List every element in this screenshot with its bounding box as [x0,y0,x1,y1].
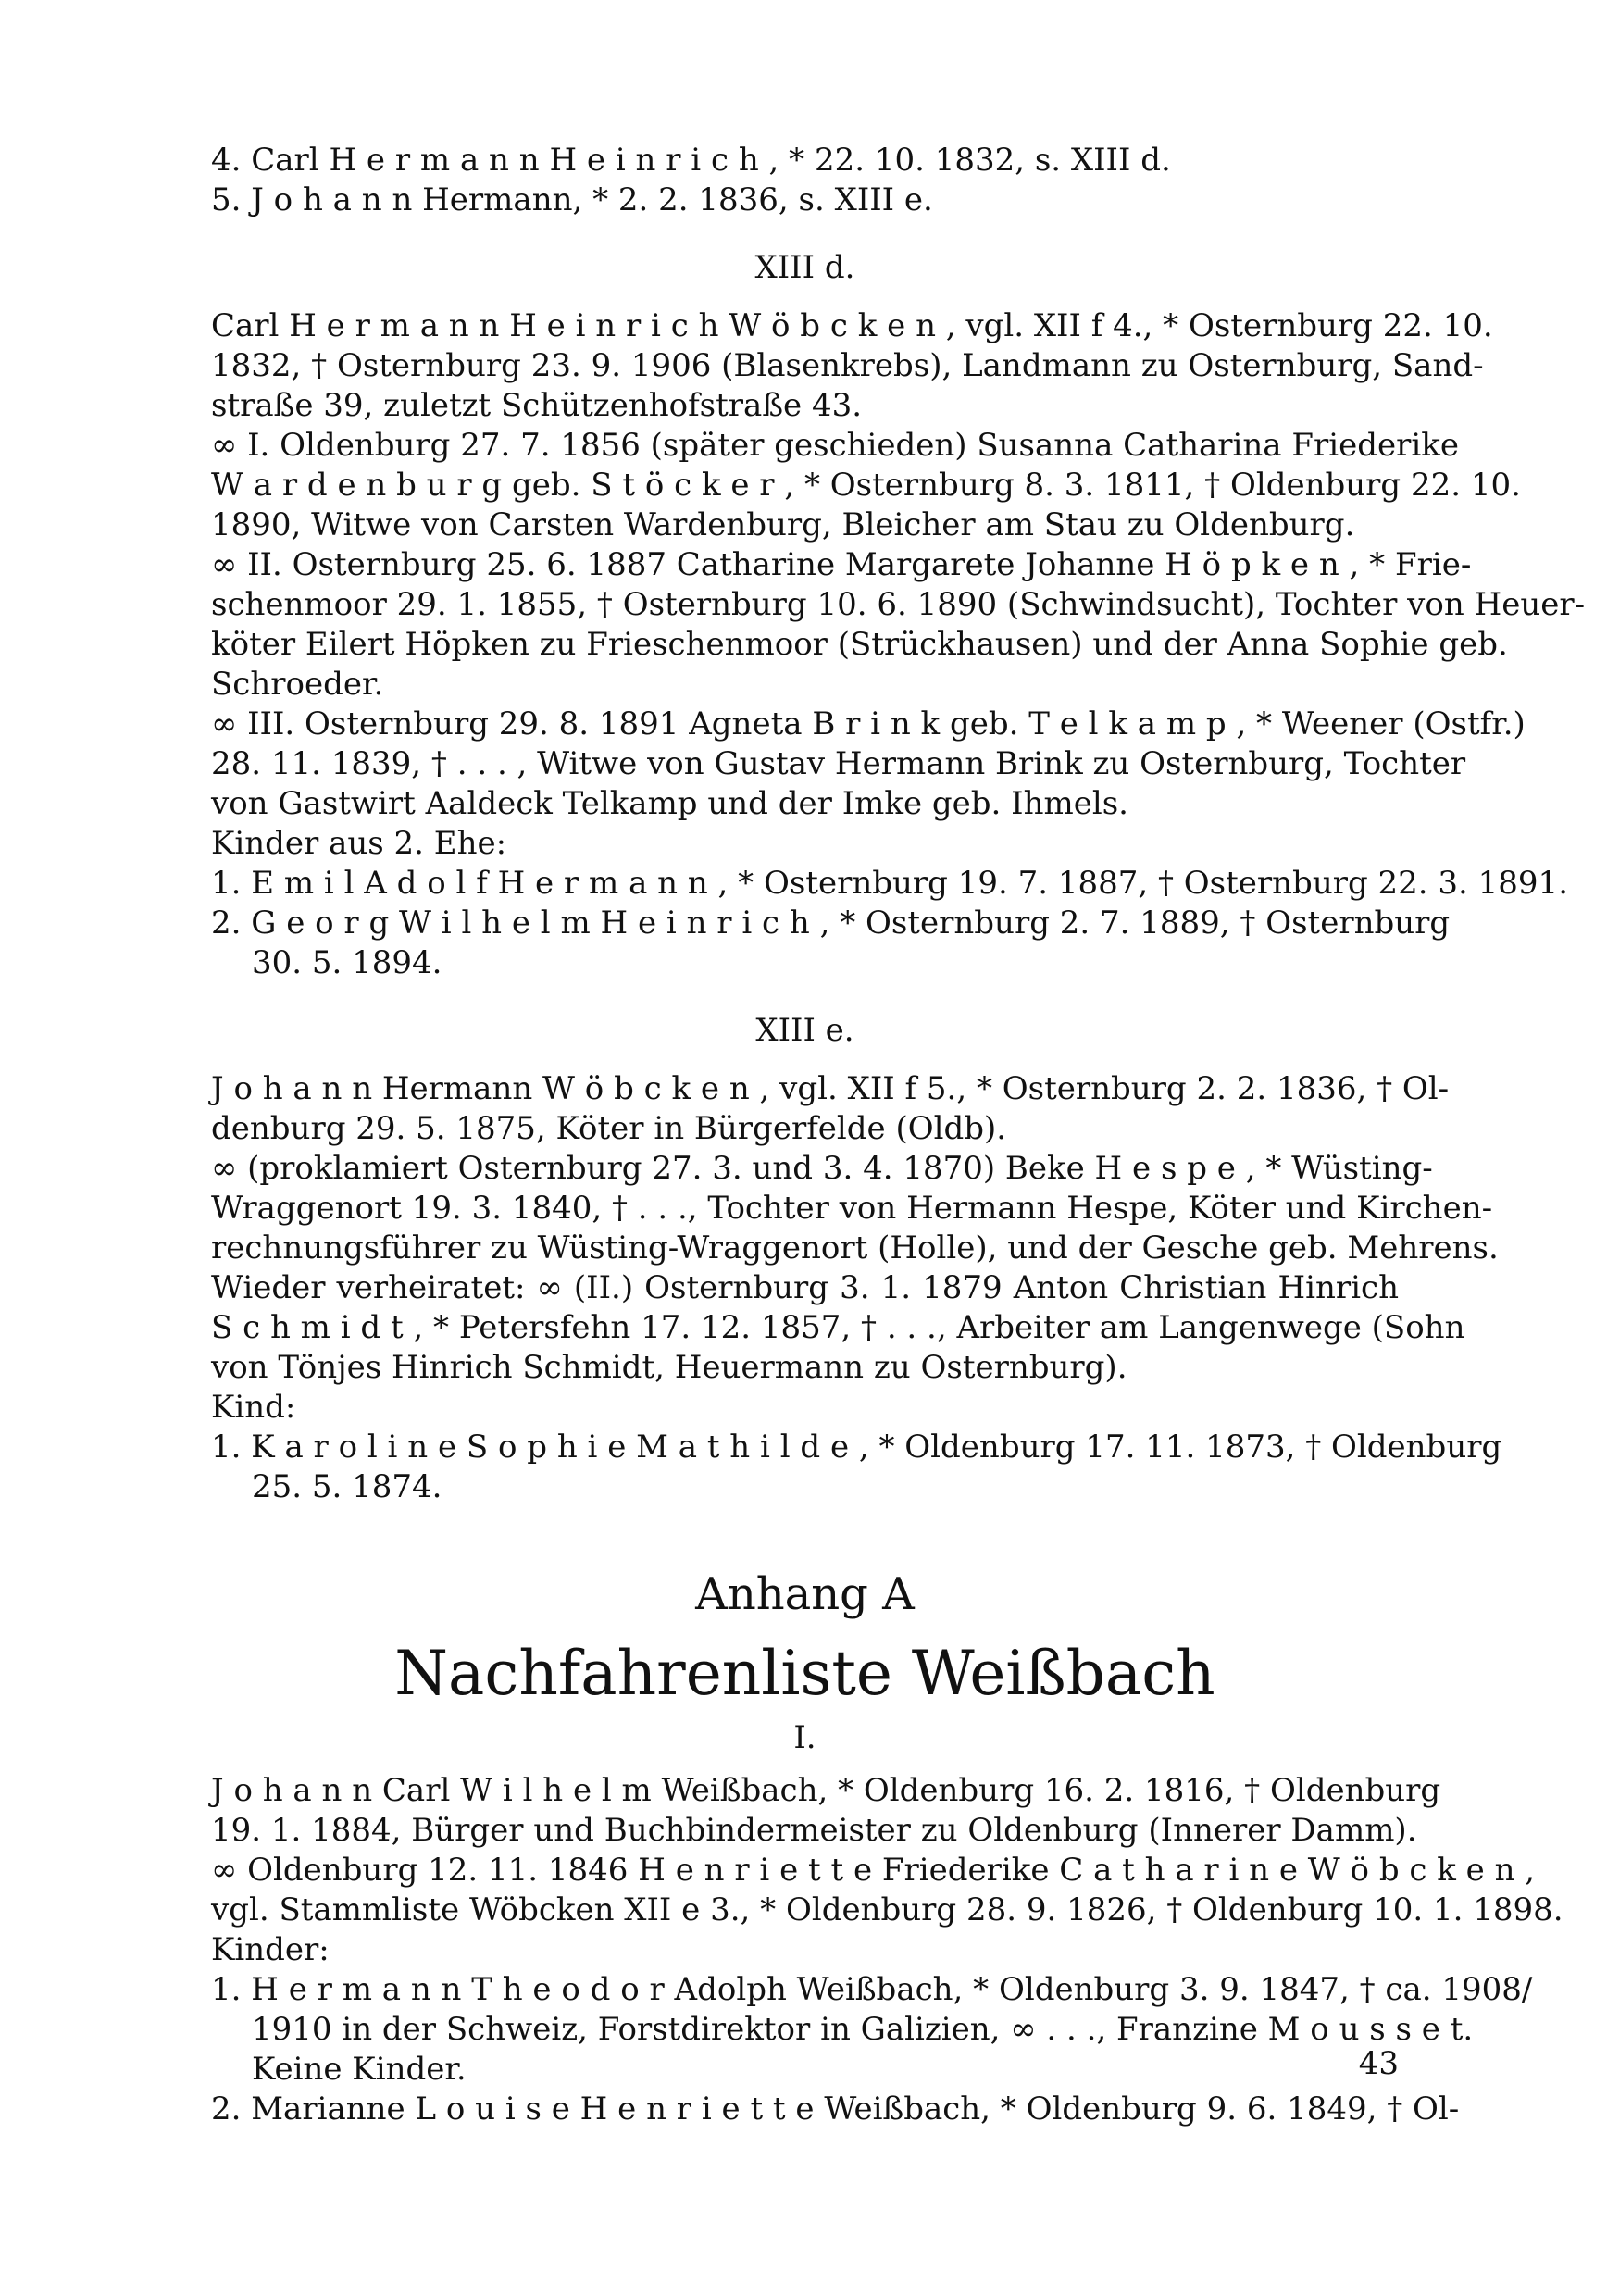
text-line: köter Eilert Höpken zu Frieschenmoor (Strückhausen) und der Anna Sophie geb. [211,626,1508,663]
appendix-title: Nachfahrenliste Weißbach [394,1638,1215,1709]
text-line: ∞ II. Osternburg 25. 6. 1887 Catharine Margarete Johanne H ö p k e n , * Frie- [211,546,1472,583]
appendix-section-i-body [211,1771,1563,2129]
text-line: 4. Carl H e r m a n n H e i n r i c h , * 22. 10. 1832, s. XIII d. [211,142,1171,179]
text-line: Wieder verheiratet: ∞ (II.) Osternburg 3. 1. 1879 Anton Christian Hinrich [211,1269,1399,1306]
text-line: 1. K a r o l i n e S o p h i e M a t h i l d e , * Oldenburg 17. 11. 1873, † Oldenburg [211,1429,1502,1466]
section-heading-xiii-e: XIII e. [755,1012,854,1049]
text-line: 1890, Witwe von Carsten Wardenburg, Bleicher am Stau zu Oldenburg. [211,506,1355,543]
text-line: 25. 5. 1874. [252,1468,442,1505]
text-line: Kind: [211,1389,296,1426]
text-line: Keine Kinder. [252,2051,467,2088]
page-number: 43 [1358,2045,1399,2082]
text-line: 5. J o h a n n Hermann, * 2. 2. 1836, s. XIII e. [211,181,933,218]
page-body [211,141,1586,2129]
text-line: Carl H e r m a n n H e i n r i c h W ö b c k e n , vgl. XII f 4., * Osternburg 22. 10. [211,307,1493,344]
text-line: J o h a n n Carl W i l h e l m Weißbach, * Oldenburg 16. 2. 1816, † Oldenburg [211,1772,1441,1809]
section-xiii-e-body [211,1069,1502,1507]
text-line: Kinder aus 2. Ehe: [211,825,507,862]
text-line: 1832, † Osternburg 23. 9. 1906 (Blasenkrebs), Landmann zu Osternburg, Sand- [211,347,1484,384]
text-line: von Gastwirt Aaldeck Telkamp und der Imke geb. Ihmels. [211,785,1128,822]
text-line: W a r d e n b u r g geb. S t ö c k e r , * Osternburg 8. 3. 1811, † Oldenburg 22. 10. [211,467,1521,504]
text-line: straße 39, zuletzt Schützenhofstraße 43. [211,387,863,424]
text-line: ∞ III. Osternburg 29. 8. 1891 Agneta B r i n k geb. T e l k a m p , * Weener (Ostfr.) [211,705,1526,742]
text-line: 28. 11. 1839, † . . . , Witwe von Gustav Hermann Brink zu Osternburg, Tochter [211,745,1466,782]
text-line: von Tönjes Hinrich Schmidt, Heuermann zu Osternburg). [211,1349,1127,1386]
text-line: Schroeder. [211,666,384,703]
text-line: 2. Marianne L o u i s e H e n r i e t t e Weißbach, * Oldenburg 9. 6. 1849, † Ol- [211,2090,1460,2128]
text-line: vgl. Stammliste Wöbcken XII e 3., * Oldenburg 28. 9. 1826, † Oldenburg 10. 1. 1898. [211,1891,1563,1928]
text-line: Kinder: [211,1931,330,1968]
text-line: 1. E m i l A d o l f H e r m a n n , * Osternburg 19. 7. 1887, † Osternburg 22. 3. 1891. [211,865,1569,902]
text-line: Wraggenort 19. 3. 1840, † . . ., Tochter von Hermann Hespe, Köter und Kirchen- [211,1190,1493,1227]
section-xiii-d-body [211,306,1586,983]
text-line: ∞ I. Oldenburg 27. 7. 1856 (später geschieden) Susanna Catharina Friederike [211,427,1459,464]
appendix-label: Anhang A [695,1568,915,1620]
text-line: J o h a n n Hermann W ö b c k e n , vgl. XII f 5., * Osternburg 2. 2. 1836, † Ol- [211,1070,1450,1107]
text-line: denburg 29. 5. 1875, Köter in Bürgerfelde (Oldb). [211,1110,1007,1147]
text-line: rechnungsführer zu Wüsting-Wraggenort (Holle), und der Gesche geb. Mehrens. [211,1229,1499,1267]
text-line: 30. 5. 1894. [252,944,442,981]
text-line: ∞ Oldenburg 12. 11. 1846 H e n r i e t t e Friederike C a t h a r i n e W ö b c k e n , [211,1852,1536,1889]
text-line: 19. 1. 1884, Bürger und Buchbindermeister zu Oldenburg (Innerer Damm). [211,1812,1417,1849]
text-line: 2. G e o r g W i l h e l m H e i n r i c h , * Osternburg 2. 7. 1889, † Osternburg [211,905,1451,942]
section-heading-xiii-d: XIII d. [754,249,855,286]
section-heading-i: I. [793,1719,816,1756]
text-line: 1910 in der Schweiz, Forstdirektor in Galizien, ∞ . . ., Franzine M o u s s e t. [252,2011,1474,2048]
text-line: S c h m i d t , * Petersfehn 17. 12. 1857, † . . ., Arbeiter am Langenwege (Sohn [211,1309,1465,1346]
text-line: schenmoor 29. 1. 1855, † Osternburg 10. 6. 1890 (Schwindsucht), Tochter von Heuer- [211,586,1586,623]
text-line: 1. H e r m a n n T h e o d o r Adolph Weißbach, * Oldenburg 3. 9. 1847, † ca. 1908/ [211,1971,1533,2008]
text-line: ∞ (proklamiert Osternburg 27. 3. und 3. 4. 1870) Beke H e s p e , * Wüsting- [211,1150,1433,1187]
entry-list-top [211,141,1399,220]
